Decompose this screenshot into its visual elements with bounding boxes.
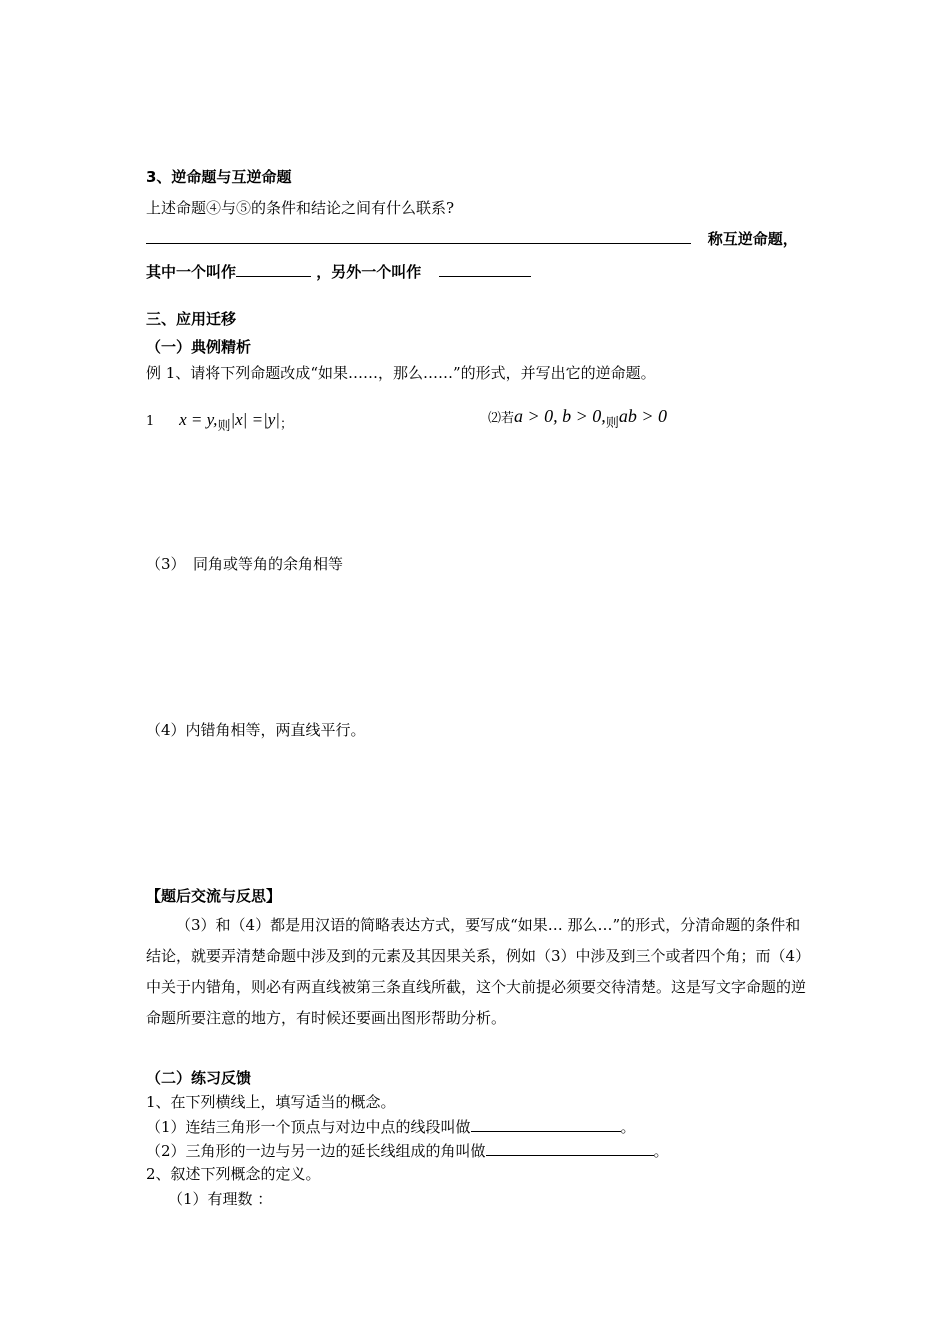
item1-conclusion: |x| =|y|	[230, 410, 280, 429]
section3-question: 上述命题④与⑤的条件和结论之间有什么联系?	[146, 199, 455, 217]
item1-end: ；	[279, 417, 293, 432]
blank-original[interactable]	[236, 262, 311, 277]
blank-converse[interactable]	[439, 262, 531, 277]
q1a-blank[interactable]	[471, 1117, 621, 1132]
examples-subheading: （一）典例精析	[146, 338, 252, 356]
q1a-end: 。	[620, 1118, 636, 1136]
blank-long[interactable]	[146, 229, 691, 244]
q1b-end: 。	[653, 1142, 669, 1160]
practice-q1b	[146, 1141, 669, 1160]
section3-fill-line-2	[146, 262, 531, 281]
practice-q1a	[146, 1117, 636, 1136]
practice-q2a: （1）有理数 ：	[168, 1190, 273, 1208]
section3-heading: 3、逆命题与互逆命题	[146, 168, 292, 186]
item2-condition: a > 0, b > 0,	[514, 406, 606, 426]
reflection-heading: 【题后交流与反思】	[146, 887, 282, 905]
q1a-text: （1）连结三角形一个顶点与对边中点的线段叫做	[146, 1118, 471, 1136]
item2-number: ⑵若	[488, 411, 515, 426]
practice-heading: （二）练习反馈	[146, 1069, 252, 1087]
mutual-converse-label: 称互逆命题，	[707, 230, 798, 248]
item1-condition: x = y,	[179, 410, 218, 429]
example-item-3: （3） 同角或等角的余角相等	[146, 555, 344, 573]
section3-fill-line-1	[146, 229, 798, 248]
reflection-body: （3）和（4）都是用汉语的简略表达方式，要写成“如果… 那么…”的形式，分清命题的条件和结论，就要弄清楚命题中涉及到的元素及其因果关系，例如（3）中涉及到三个或者四个角；而（4）中关于内错角，则必有两直线被第三条直线所截，这个大前提必须要交待清楚。这是写文字命题的逆命题所要注意的地方，有时候还要画出图形帮助分析。	[146, 916, 807, 1027]
q1b-text: （2）三角形的一边与另一边的延长线组成的角叫做	[146, 1142, 486, 1160]
one-called-label: 其中一个叫作	[146, 263, 237, 281]
item1-then: 则	[217, 419, 231, 434]
item2-conclusion: ab > 0	[618, 406, 667, 426]
practice-q2: 2、叙述下列概念的定义。	[146, 1165, 321, 1183]
example-item-4: （4）内错角相等，两直线平行。	[146, 721, 366, 739]
part3-heading: 三、应用迁移	[146, 310, 237, 328]
q1b-blank[interactable]	[486, 1141, 654, 1156]
example-item-2	[488, 406, 667, 431]
practice-q1: 1、在下列横线上，填写适当的概念。	[146, 1093, 396, 1111]
item2-then: 则	[605, 416, 619, 431]
example1-intro: 例 1、请将下列命题改成“如果……，那么……”的形式，并写出它的逆命题。	[146, 364, 656, 382]
other-called-label: ，另外一个叫作	[316, 263, 422, 281]
item1-number: 1	[146, 414, 155, 429]
example-item-1	[146, 410, 293, 434]
